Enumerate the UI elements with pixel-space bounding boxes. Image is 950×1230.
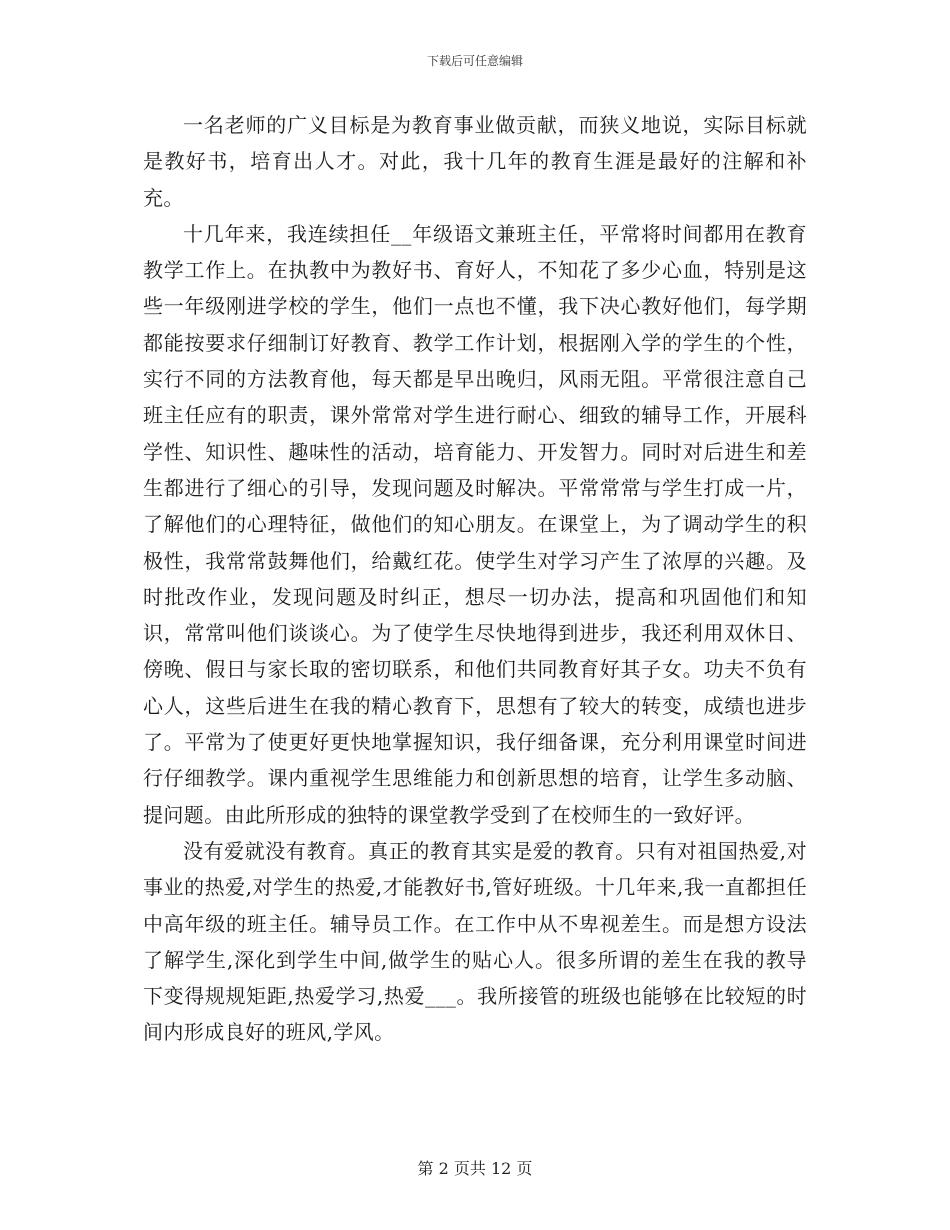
document-body [143, 107, 807, 1051]
paragraph-2: 十几年来，我连续担任__年级语文兼班主任，平常将时间都用在教育教学工作上。在执教中为教好书、育好人，不知花了多少心血，特别是这些一年级刚进学校的学生，他们一点也不懂，我下决心教好他们，每学期都能按要求仔细制订好教育、教学工作计划，根据刚入学的学生的个性，实行不同的方法教育他，每天都是早出晚归，风雨无阻。平常很注意自己班主任应有的职责，课外常常对学生进行耐心、细致的辅导工作，开展科学性、知识性、趣味性的活动，培育能力、开发智力。同时对后进生和差生都进行了细心的引导，发现问题及时解决。平常常常与学生打成一片，了解他们的心理特征，做他们的知心朋友。在课堂上，为了调动学生的积极性，我常常鼓舞他们，给戴红花。使学生对学习产生了浓厚的兴趣。及时批改作业，发现问题及时纠正，想尽一切办法，提高和巩固他们和知识，常常叫他们谈谈心。为了使学生尽快地得到进步，我还利用双休日、傍晚、假日与家长取的密切联系，和他们共同教育好其子女。功夫不负有心人，这些后进生在我的精心教育下，思想有了较大的转变，成绩也进步了。平常为了使更好更快地掌握知识，我仔细备课，充分利用课堂时间进行仔细教学。课内重视学生思维能力和创新思想的培育，让学生多动脑、提问题。由此所形成的独特的课堂教学受到了在校师生的一致好评。 [143, 221, 807, 827]
page-footer: 第 2 页共 12 页 [417, 1159, 533, 1178]
paragraph-1: 一名老师的广义目标是为教育事业做贡献，而狭义地说，实际目标就是教好书，培育出人才。对此，我十几年的教育生涯是最好的注解和补充。 [143, 113, 807, 210]
page-header: 下载后可任意编辑 [426, 54, 523, 68]
paragraph-3: 没有爱就没有教育。真正的教育其实是爱的教育。只有对祖国热爱,对事业的热爱,对学生的热爱,才能教好书,管好班级。十几年来,我一直都担任中高年级的班主任。辅导员工作。在工作中从不卑视差生。而是想方设法了解学生,深化到学生中间,做学生的贴心人。很多所谓的差生在我的教导下变得规规矩距,热爱学习,热爱___。我所接管的班级也能够在比较短的时间内形成良好的班风,学风。 [143, 838, 807, 1045]
